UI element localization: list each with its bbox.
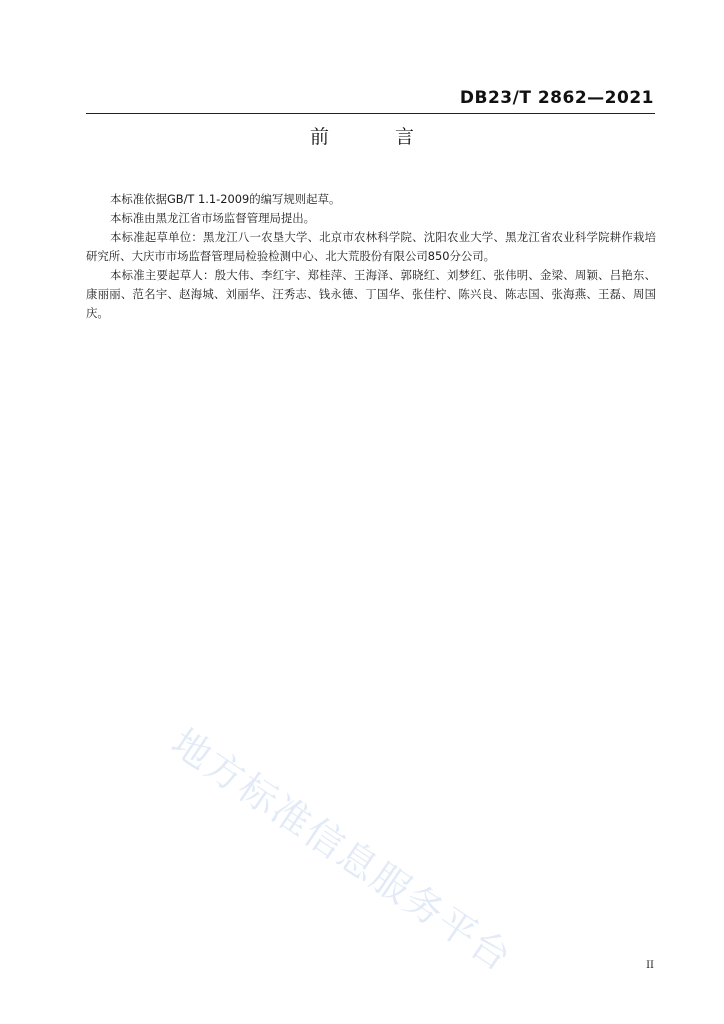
page-title: 前 言 <box>309 126 445 148</box>
paragraph-proposer: 本标准由黑龙江省市场监督管理局提出。 <box>110 211 316 225</box>
standard-code: DB23/T 2862—2021 <box>459 88 654 108</box>
paragraph-drafting-rules: 本标准依据GB/T 1.1-2009的编写规则起草。 <box>110 192 341 206</box>
foreword-body <box>86 190 656 323</box>
paragraph-drafting-units: 本标准起草单位：黑龙江八一农垦大学、北京市农林科学院、沈阳农业大学、黑龙江省农业科学院耕作栽培研究所、大庆市市场监督管理局检验检测中心、北大荒股份有限公司850分公司。 <box>86 230 656 263</box>
page-number: II <box>646 960 654 971</box>
header-rule <box>86 113 655 114</box>
watermark: 地方标准信息服务平台 <box>163 720 520 981</box>
paragraph-drafters: 本标准主要起草人：殷大伟、李红宇、郑桂萍、王海泽、郭晓红、刘梦红、张伟明、金梁、周颖、吕艳东、康丽丽、范名宇、赵海城、刘丽华、汪秀志、钱永德、丁国华、张佳柠、陈兴良、陈志国、张海燕、王磊、周国庆。 <box>86 268 656 320</box>
